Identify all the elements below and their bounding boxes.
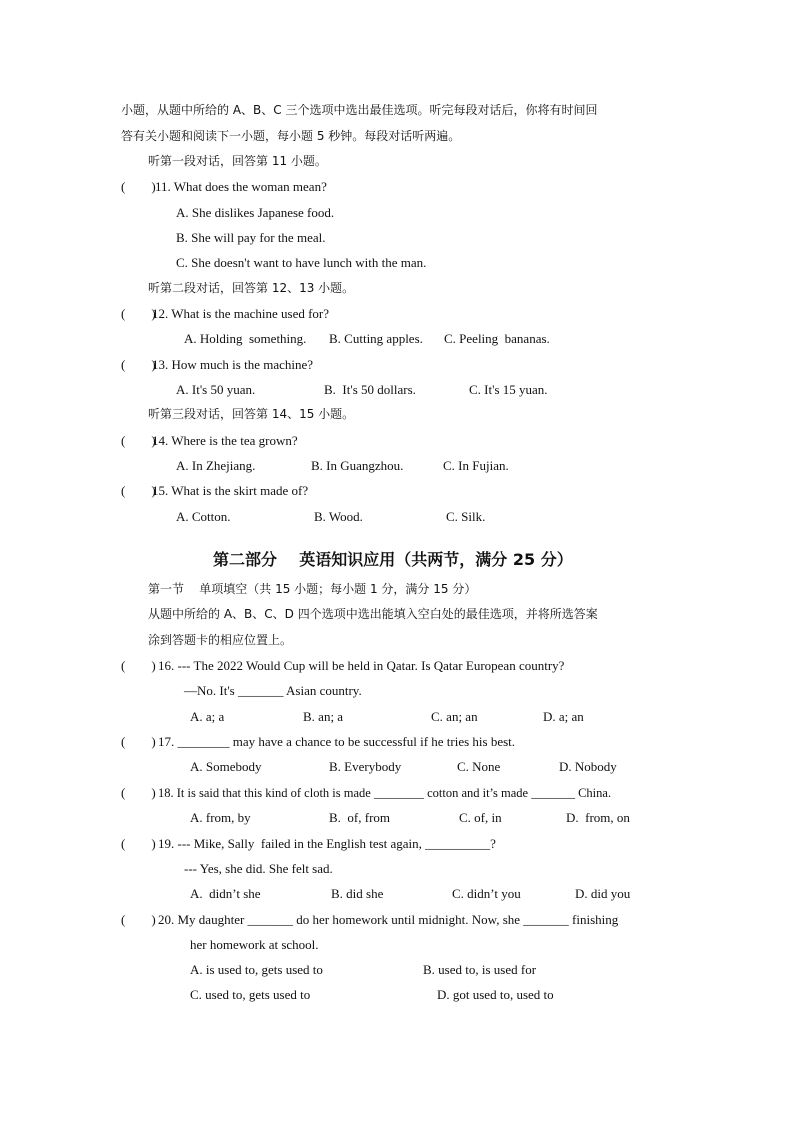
answer-paren-12[interactable]: ( ) (121, 306, 156, 321)
intro-line-2: 答有关小题和阅读下一小题，每小题 5 秒钟。每段对话听两遍。 (121, 129, 461, 143)
intro-line-1: 小题，从题中所给的 A、B、C 三个选项中选出最佳选项。听完每段对话后，你将有时间回 (121, 103, 598, 117)
dialog-label-3: 听第三段对话，回答第 14、15 小题。 (148, 407, 355, 421)
question-16-option-c[interactable]: C. an; an (431, 709, 478, 724)
question-12-option-c[interactable]: C. Peeling bananas. (444, 331, 550, 346)
answer-paren-13[interactable]: ( ) (121, 357, 156, 372)
answer-paren-15[interactable]: ( ) (121, 483, 156, 498)
section1-title: 第一节 单项填空（共 15 小题；每小题 1 分，满分 15 分） (148, 582, 477, 596)
question-11-stem: 11. What does the woman mean? (155, 179, 327, 194)
question-18-option-d[interactable]: D. from, on (566, 810, 630, 825)
question-13-option-a[interactable]: A. It's 50 yuan. (176, 382, 256, 397)
question-20-option-d[interactable]: D. got used to, used to (437, 987, 554, 1002)
section1-instruction-1: 从题中所给的 A、B、C、D 四个选项中选出能填入空白处的最佳选项，并将所选答案 (148, 607, 598, 621)
question-15-option-b[interactable]: B. Wood. (314, 509, 363, 524)
question-20-option-b[interactable]: B. used to, is used for (423, 962, 537, 977)
question-12-stem: 12. What is the machine used for? (152, 306, 330, 321)
question-17-stem: 17. ________ may have a chance to be successful if he tries his best. (158, 734, 516, 749)
question-17-option-a[interactable]: A. Somebody (190, 759, 262, 774)
question-11-option-a[interactable]: A. She dislikes Japanese food. (176, 205, 335, 220)
question-15-option-c[interactable]: C. Silk. (446, 509, 486, 524)
question-17-option-b[interactable]: B. Everybody (329, 759, 402, 774)
answer-paren-14[interactable]: ( ) (121, 433, 156, 448)
answer-paren-20[interactable]: ( ) (121, 912, 156, 927)
answer-paren-17[interactable]: ( ) (121, 734, 156, 749)
question-15-option-a[interactable]: A. Cotton. (176, 509, 231, 524)
question-16-stem-2: —No. It's _______ Asian country. (184, 683, 362, 698)
question-12-option-b[interactable]: B. Cutting apples. (329, 331, 423, 346)
question-18-option-b[interactable]: B. of, from (329, 810, 391, 825)
answer-paren-19[interactable]: ( ) (121, 836, 156, 851)
question-19-option-d[interactable]: D. did you (575, 886, 631, 901)
question-16-option-b[interactable]: B. an; a (303, 709, 344, 724)
question-13-stem: 13. How much is the machine? (152, 357, 314, 372)
question-11-option-b[interactable]: B. She will pay for the meal. (176, 230, 326, 245)
question-12-option-a[interactable]: A. Holding something. (184, 331, 307, 346)
answer-paren-16[interactable]: ( ) (121, 658, 156, 673)
question-20-stem-2: her homework at school. (190, 937, 319, 952)
question-15-stem: 15. What is the skirt made of? (152, 483, 309, 498)
question-20-stem: 20. My daughter _______ do her homework until midnight. Now, she _______ finishing (158, 912, 619, 927)
question-19-option-b[interactable]: B. did she (331, 886, 384, 901)
section1-instruction-2: 涂到答题卡的相应位置上。 (148, 633, 293, 647)
question-19-stem-2: --- Yes, she did. She felt sad. (184, 861, 333, 876)
question-20-option-c[interactable]: C. used to, gets used to (190, 987, 311, 1002)
answer-paren-18[interactable]: ( ) (121, 785, 156, 800)
question-11-option-c[interactable]: C. She doesn't want to have lunch with the man. (176, 255, 427, 270)
question-17-option-d[interactable]: D. Nobody (559, 759, 617, 774)
part2-title: 第二部分 英语知识应用（共两节，满分 25 分） (213, 550, 573, 569)
answer-paren-11[interactable]: ( ) (121, 179, 156, 194)
question-19-option-a[interactable]: A. didn’t she (190, 886, 261, 901)
question-20-option-a[interactable]: A. is used to, gets used to (190, 962, 323, 977)
question-19-option-c[interactable]: C. didn’t you (452, 886, 521, 901)
question-14-option-b[interactable]: B. In Guangzhou. (311, 458, 404, 473)
question-14-stem: 14. Where is the tea grown? (152, 433, 298, 448)
question-14-option-a[interactable]: A. In Zhejiang. (176, 458, 256, 473)
question-18-stem: 18. It is said that this kind of cloth is made ________ cotton and it’s made _______ China. (158, 786, 612, 800)
question-16-option-d[interactable]: D. a; an (543, 709, 584, 724)
dialog-label-1: 听第一段对话，回答第 11 小题。 (148, 154, 327, 168)
question-17-option-c[interactable]: C. None (457, 759, 501, 774)
question-14-option-c[interactable]: C. In Fujian. (443, 458, 509, 473)
question-18-option-a[interactable]: A. from, by (190, 810, 251, 825)
question-18-option-c[interactable]: C. of, in (459, 810, 502, 825)
question-16-stem: 16. --- The 2022 Would Cup will be held in Qatar. Is Qatar European country? (158, 658, 565, 673)
question-13-option-c[interactable]: C. It's 15 yuan. (469, 382, 548, 397)
question-13-option-b[interactable]: B. It's 50 dollars. (324, 382, 416, 397)
question-19-stem: 19. --- Mike, Sally failed in the English test again, __________? (158, 836, 496, 851)
dialog-label-2: 听第二段对话，回答第 12、13 小题。 (148, 281, 355, 295)
question-16-option-a[interactable]: A. a; a (190, 709, 225, 724)
